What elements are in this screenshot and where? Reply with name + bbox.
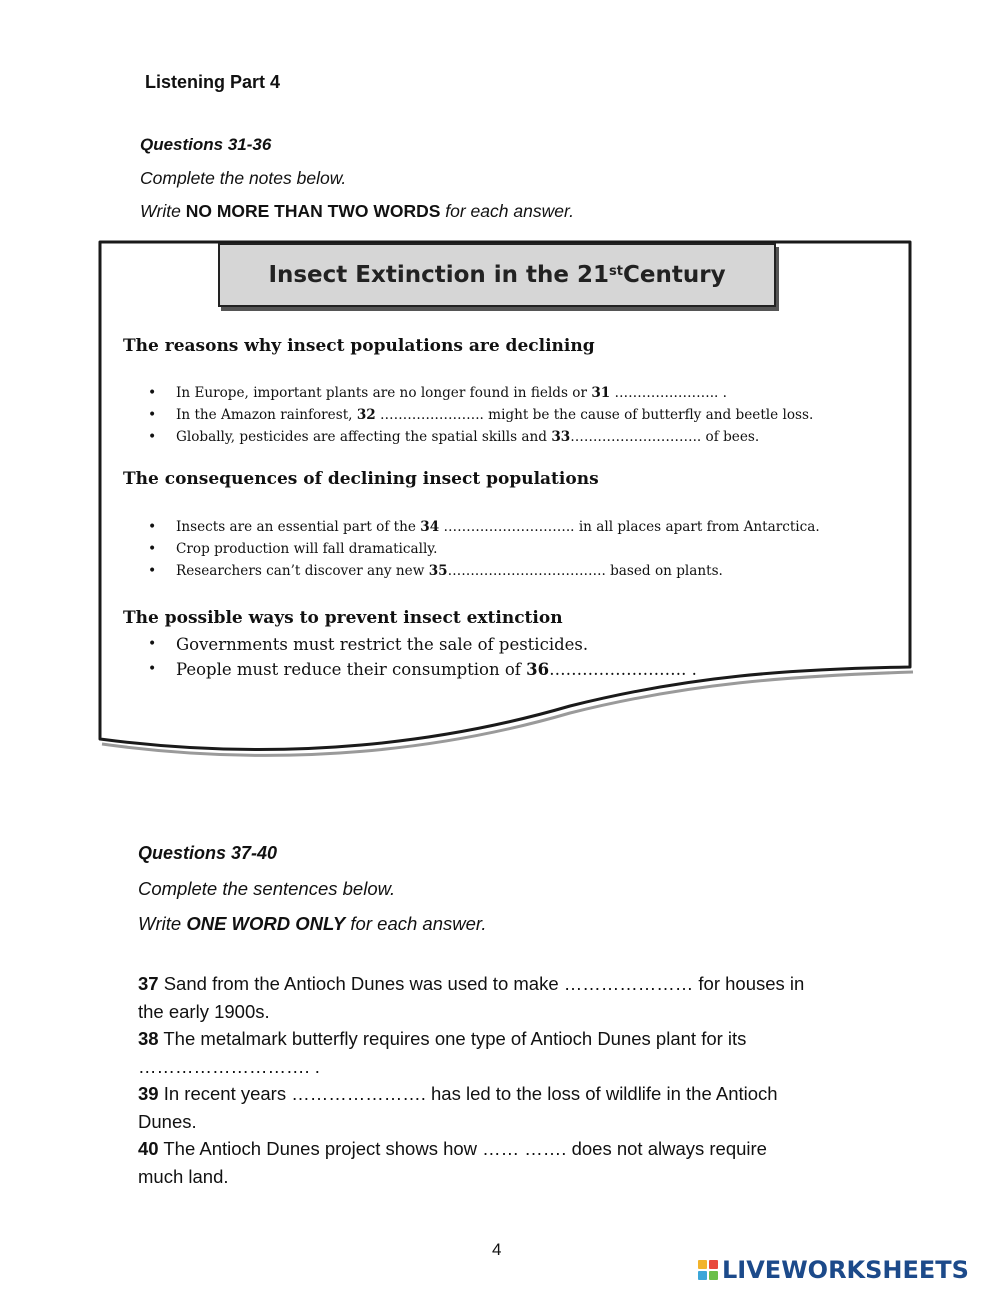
section-heading-reasons: The reasons why insect populations are declining: [123, 336, 595, 356]
consequences-list: [148, 516, 820, 582]
part-title: Listening Part 4: [145, 72, 281, 92]
sentence-37: 37 Sand from the Antioch Dunes was used to make ………………… for houses in the early 1900s.: [138, 973, 805, 1022]
sentence-38: 38 The metalmark butterfly requires one type of Antioch Dunes plant for its ………………………. .: [138, 1028, 747, 1077]
instruction-complete-notes: Complete the notes below.: [140, 168, 347, 188]
list-item: • People must reduce their consumption of 36……………………. .: [148, 657, 697, 682]
questions-37-40-label: Questions 37-40: [138, 843, 278, 863]
section-heading-prevention: The possible ways to prevent insect extinction: [123, 608, 563, 628]
logo-text: LIVEWORKSHEETS: [722, 1256, 969, 1284]
list-item: • Globally, pesticides are affecting the spatial skills and 33……………………….. of bees.: [148, 426, 813, 448]
instruction-complete-sentences: Complete the sentences below.: [138, 878, 396, 899]
notes-title: Insect Extinction in the 21 $^{st}$ Century: [218, 243, 776, 307]
liveworksheets-logo[interactable]: [698, 1256, 969, 1284]
list-item: • In the Amazon rainforest, 32 ………………….. might be the cause of butterfly and beetle loss.: [148, 404, 813, 426]
logo-icon: [698, 1260, 718, 1280]
list-item: • Researchers can’t discover any new 35…………………………….. based on plants.: [148, 560, 820, 582]
instruction-word-limit-2: Write ONE WORD ONLY for each answer.: [138, 913, 487, 934]
questions-31-36-label: Questions 31-36: [140, 135, 272, 154]
list-item: • Governments must restrict the sale of pesticides.: [148, 632, 697, 657]
reasons-list: [148, 382, 813, 448]
sentence-39: 39 In recent years …………………. has led to the loss of wildlife in the Antioch Dunes.: [138, 1083, 778, 1132]
notes-box: [90, 236, 920, 781]
instruction-word-limit-1: Write NO MORE THAN TWO WORDS for each answer.: [140, 201, 574, 221]
list-item: • Crop production will fall dramatically.: [148, 538, 820, 560]
page-number: 4: [492, 1240, 502, 1259]
sentence-40: 40 The Antioch Dunes project shows how …… ……. does not always require much land.: [138, 1138, 767, 1187]
list-item: • In Europe, important plants are no longer found in fields or 31 ………………….. .: [148, 382, 813, 404]
list-item: • Insects are an essential part of the 34 ……………………….. in all places apart from Antarctica.: [148, 516, 820, 538]
section-heading-consequences: The consequences of declining insect populations: [123, 469, 599, 489]
prevention-list: [148, 632, 697, 682]
